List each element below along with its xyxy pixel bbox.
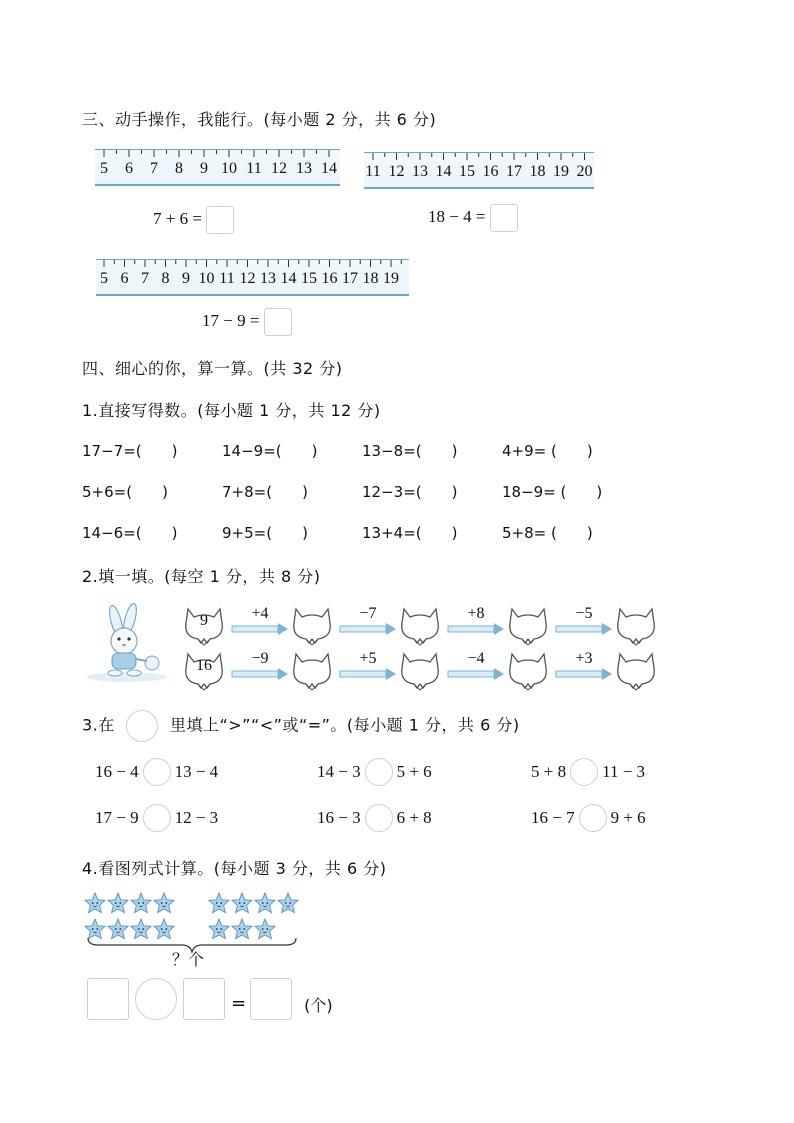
cat-start-icon (180, 648, 228, 692)
answer-box[interactable] (264, 308, 292, 336)
ruler-number: 10 (221, 160, 237, 177)
cat-blank-icon[interactable] (612, 648, 660, 692)
equation-2 (428, 204, 518, 232)
compare-circle[interactable] (365, 804, 393, 832)
ruler-number: 19 (383, 270, 399, 287)
calc-item[interactable]: 13+4=( ) (362, 524, 458, 542)
compare-left: 14 − 3 (317, 762, 361, 781)
compare-right: 13 − 4 (174, 762, 219, 781)
ruler-number: 9 (200, 160, 208, 177)
rabbit-illustration (82, 603, 172, 683)
ruler-number: 18 (362, 270, 379, 287)
compare-item (317, 758, 432, 786)
ruler-number: 11 (365, 163, 381, 180)
calc-item[interactable]: 4+9= ( ) (502, 442, 593, 460)
circle-icon (126, 710, 158, 742)
equation-text: 18 − 4 = (428, 206, 486, 226)
compare-right: 12 − 3 (174, 808, 219, 827)
ruler-ticks (96, 260, 409, 268)
equation-1 (153, 206, 234, 234)
compare-circle[interactable] (570, 758, 598, 786)
answer-box[interactable] (206, 206, 234, 234)
ruler-number: 11 (246, 160, 262, 177)
compare-right: 11 − 3 (602, 762, 646, 781)
compare-item (531, 758, 645, 786)
calc-item[interactable]: 14−9=( ) (222, 442, 318, 460)
q4-answer-row (87, 978, 333, 1020)
compare-left: 16 − 3 (317, 808, 361, 827)
cat-start-number: 16 (196, 657, 212, 674)
calc-item[interactable]: 7+8=( ) (222, 483, 308, 501)
q3-title-post: 里填上“>”“<”或“=”。(每小题 1 分，共 6 分) (169, 715, 520, 735)
ruler-number: 17 (506, 163, 522, 180)
arrow-icon (446, 607, 506, 641)
equation-3 (202, 308, 292, 336)
compare-item (95, 758, 218, 786)
cat-blank-icon[interactable] (396, 648, 444, 692)
compare-right: 9 + 6 (610, 808, 646, 827)
ruler-number: 19 (553, 163, 569, 180)
equals-sign: = (231, 992, 247, 1014)
compare-left: 16 − 4 (95, 762, 139, 781)
q1-title: 1.直接写得数。(每小题 1 分，共 12 分) (82, 401, 381, 420)
star-icon (153, 892, 175, 914)
arrow-icon (554, 652, 614, 686)
question-label: ？个 (172, 952, 205, 969)
cat-blank-icon[interactable] (504, 648, 552, 692)
arrow-operation: −9 (251, 650, 269, 667)
calc-item[interactable]: 5+6=( ) (82, 483, 168, 501)
calc-item[interactable]: 13−8=( ) (362, 442, 458, 460)
ruler-number: 7 (150, 160, 158, 177)
star-icon (130, 892, 152, 914)
star-icon (277, 892, 299, 914)
ruler-number: 14 (321, 160, 337, 177)
answer-box[interactable] (87, 978, 129, 1020)
ruler-numbers (96, 268, 409, 292)
compare-left: 17 − 9 (95, 808, 139, 827)
arrow-operation: +4 (251, 605, 269, 622)
ruler-number: 18 (529, 163, 546, 180)
star-icon (107, 892, 129, 914)
cat-start-icon (180, 603, 228, 647)
star-icon (254, 892, 276, 914)
arrow-icon (554, 607, 614, 641)
q3-title (82, 710, 520, 742)
section3-title: 三、动手操作，我能行。(每小题 2 分，共 6 分) (82, 110, 437, 129)
ruler-11-20 (364, 152, 594, 189)
ruler-number: 5 (100, 160, 108, 177)
ruler-number: 16 (321, 270, 338, 287)
ruler-number: 12 (271, 160, 287, 177)
ruler-number: 5 (100, 270, 108, 287)
ruler-number: 6 (120, 270, 129, 287)
ruler-number: 13 (260, 270, 276, 287)
ruler-number: 10 (198, 270, 215, 287)
ruler-numbers (95, 158, 340, 182)
unit-label: (个) (304, 995, 333, 1015)
calc-item[interactable]: 5+8= ( ) (502, 524, 593, 542)
section4-title: 四、细心的你，算一算。(共 32 分) (82, 359, 343, 378)
ruler-number: 9 (182, 270, 190, 287)
cat-blank-icon[interactable] (504, 603, 552, 647)
ruler-number: 16 (482, 163, 499, 180)
calc-item[interactable]: 9+5=( ) (222, 524, 308, 542)
arrow-icon (446, 652, 506, 686)
ruler-number: 17 (342, 270, 358, 287)
ruler-number: 8 (175, 160, 183, 177)
equation-text: 17 − 9 = (202, 310, 260, 330)
calc-item[interactable]: 12−3=( ) (362, 483, 458, 501)
star-icon (231, 892, 253, 914)
calc-item[interactable]: 18−9= ( ) (502, 483, 603, 501)
arrow-icon (338, 652, 398, 686)
compare-left: 16 − 7 (531, 808, 575, 827)
ruler-number: 13 (296, 160, 312, 177)
star-icon (208, 892, 230, 914)
cat-blank-icon[interactable] (288, 648, 336, 692)
ruler-number: 8 (161, 270, 170, 287)
calc-item[interactable]: 14−6=( ) (82, 524, 178, 542)
compare-circle[interactable] (365, 758, 393, 786)
answer-box[interactable] (490, 204, 518, 232)
ruler-5-19 (96, 259, 409, 296)
q3-title-pre: 3.在 (82, 715, 115, 735)
compare-item (317, 804, 432, 832)
compare-circle[interactable] (143, 804, 171, 832)
arrow-operation: −7 (359, 605, 377, 622)
cat-blank-icon[interactable] (288, 603, 336, 647)
ruler-number: 12 (239, 270, 256, 287)
star-icon (84, 892, 106, 914)
ruler-numbers (364, 161, 594, 185)
answer-box[interactable] (183, 978, 225, 1020)
ruler-ticks (95, 150, 340, 158)
arrow-icon (230, 652, 290, 686)
ruler-number: 6 (125, 160, 133, 177)
arrow-operation: +5 (359, 650, 377, 667)
ruler-number: 13 (412, 163, 428, 180)
compare-right: 5 + 6 (396, 762, 432, 781)
arrow-operation: +3 (575, 650, 593, 667)
cat-blank-icon[interactable] (612, 603, 660, 647)
compare-item (531, 804, 646, 832)
ruler-number: 11 (219, 270, 235, 287)
ruler-number: 20 (576, 163, 593, 180)
ruler-number: 12 (388, 163, 405, 180)
calc-item[interactable]: 17−7=( ) (82, 442, 178, 460)
ruler-number: 15 (459, 163, 475, 180)
arrow-operation: −4 (467, 650, 485, 667)
ruler-5-14 (95, 149, 340, 186)
arrow-operation: +8 (467, 605, 485, 622)
arrow-icon (230, 607, 290, 641)
arrow-icon (338, 607, 398, 641)
compare-right: 6 + 8 (396, 808, 432, 827)
compare-left: 5 + 8 (531, 762, 567, 781)
q2-title: 2.填一填。(每空 1 分，共 8 分) (82, 567, 321, 586)
ruler-ticks (364, 153, 594, 161)
compare-circle[interactable] (143, 758, 171, 786)
operator-circle[interactable] (135, 978, 177, 1020)
ruler-number: 7 (141, 270, 149, 287)
arrow-operation: −5 (575, 605, 593, 622)
compare-item (95, 804, 218, 832)
compare-circle[interactable] (579, 804, 607, 832)
equation-text: 7 + 6 = (153, 208, 202, 228)
q4-title: 4.看图列式计算。(每小题 3 分，共 6 分) (82, 859, 387, 878)
cat-blank-icon[interactable] (396, 603, 444, 647)
ruler-number: 14 (280, 270, 297, 287)
ruler-number: 15 (301, 270, 317, 287)
answer-box[interactable] (250, 978, 292, 1020)
cat-start-number: 9 (200, 612, 208, 629)
ruler-number: 14 (435, 163, 452, 180)
